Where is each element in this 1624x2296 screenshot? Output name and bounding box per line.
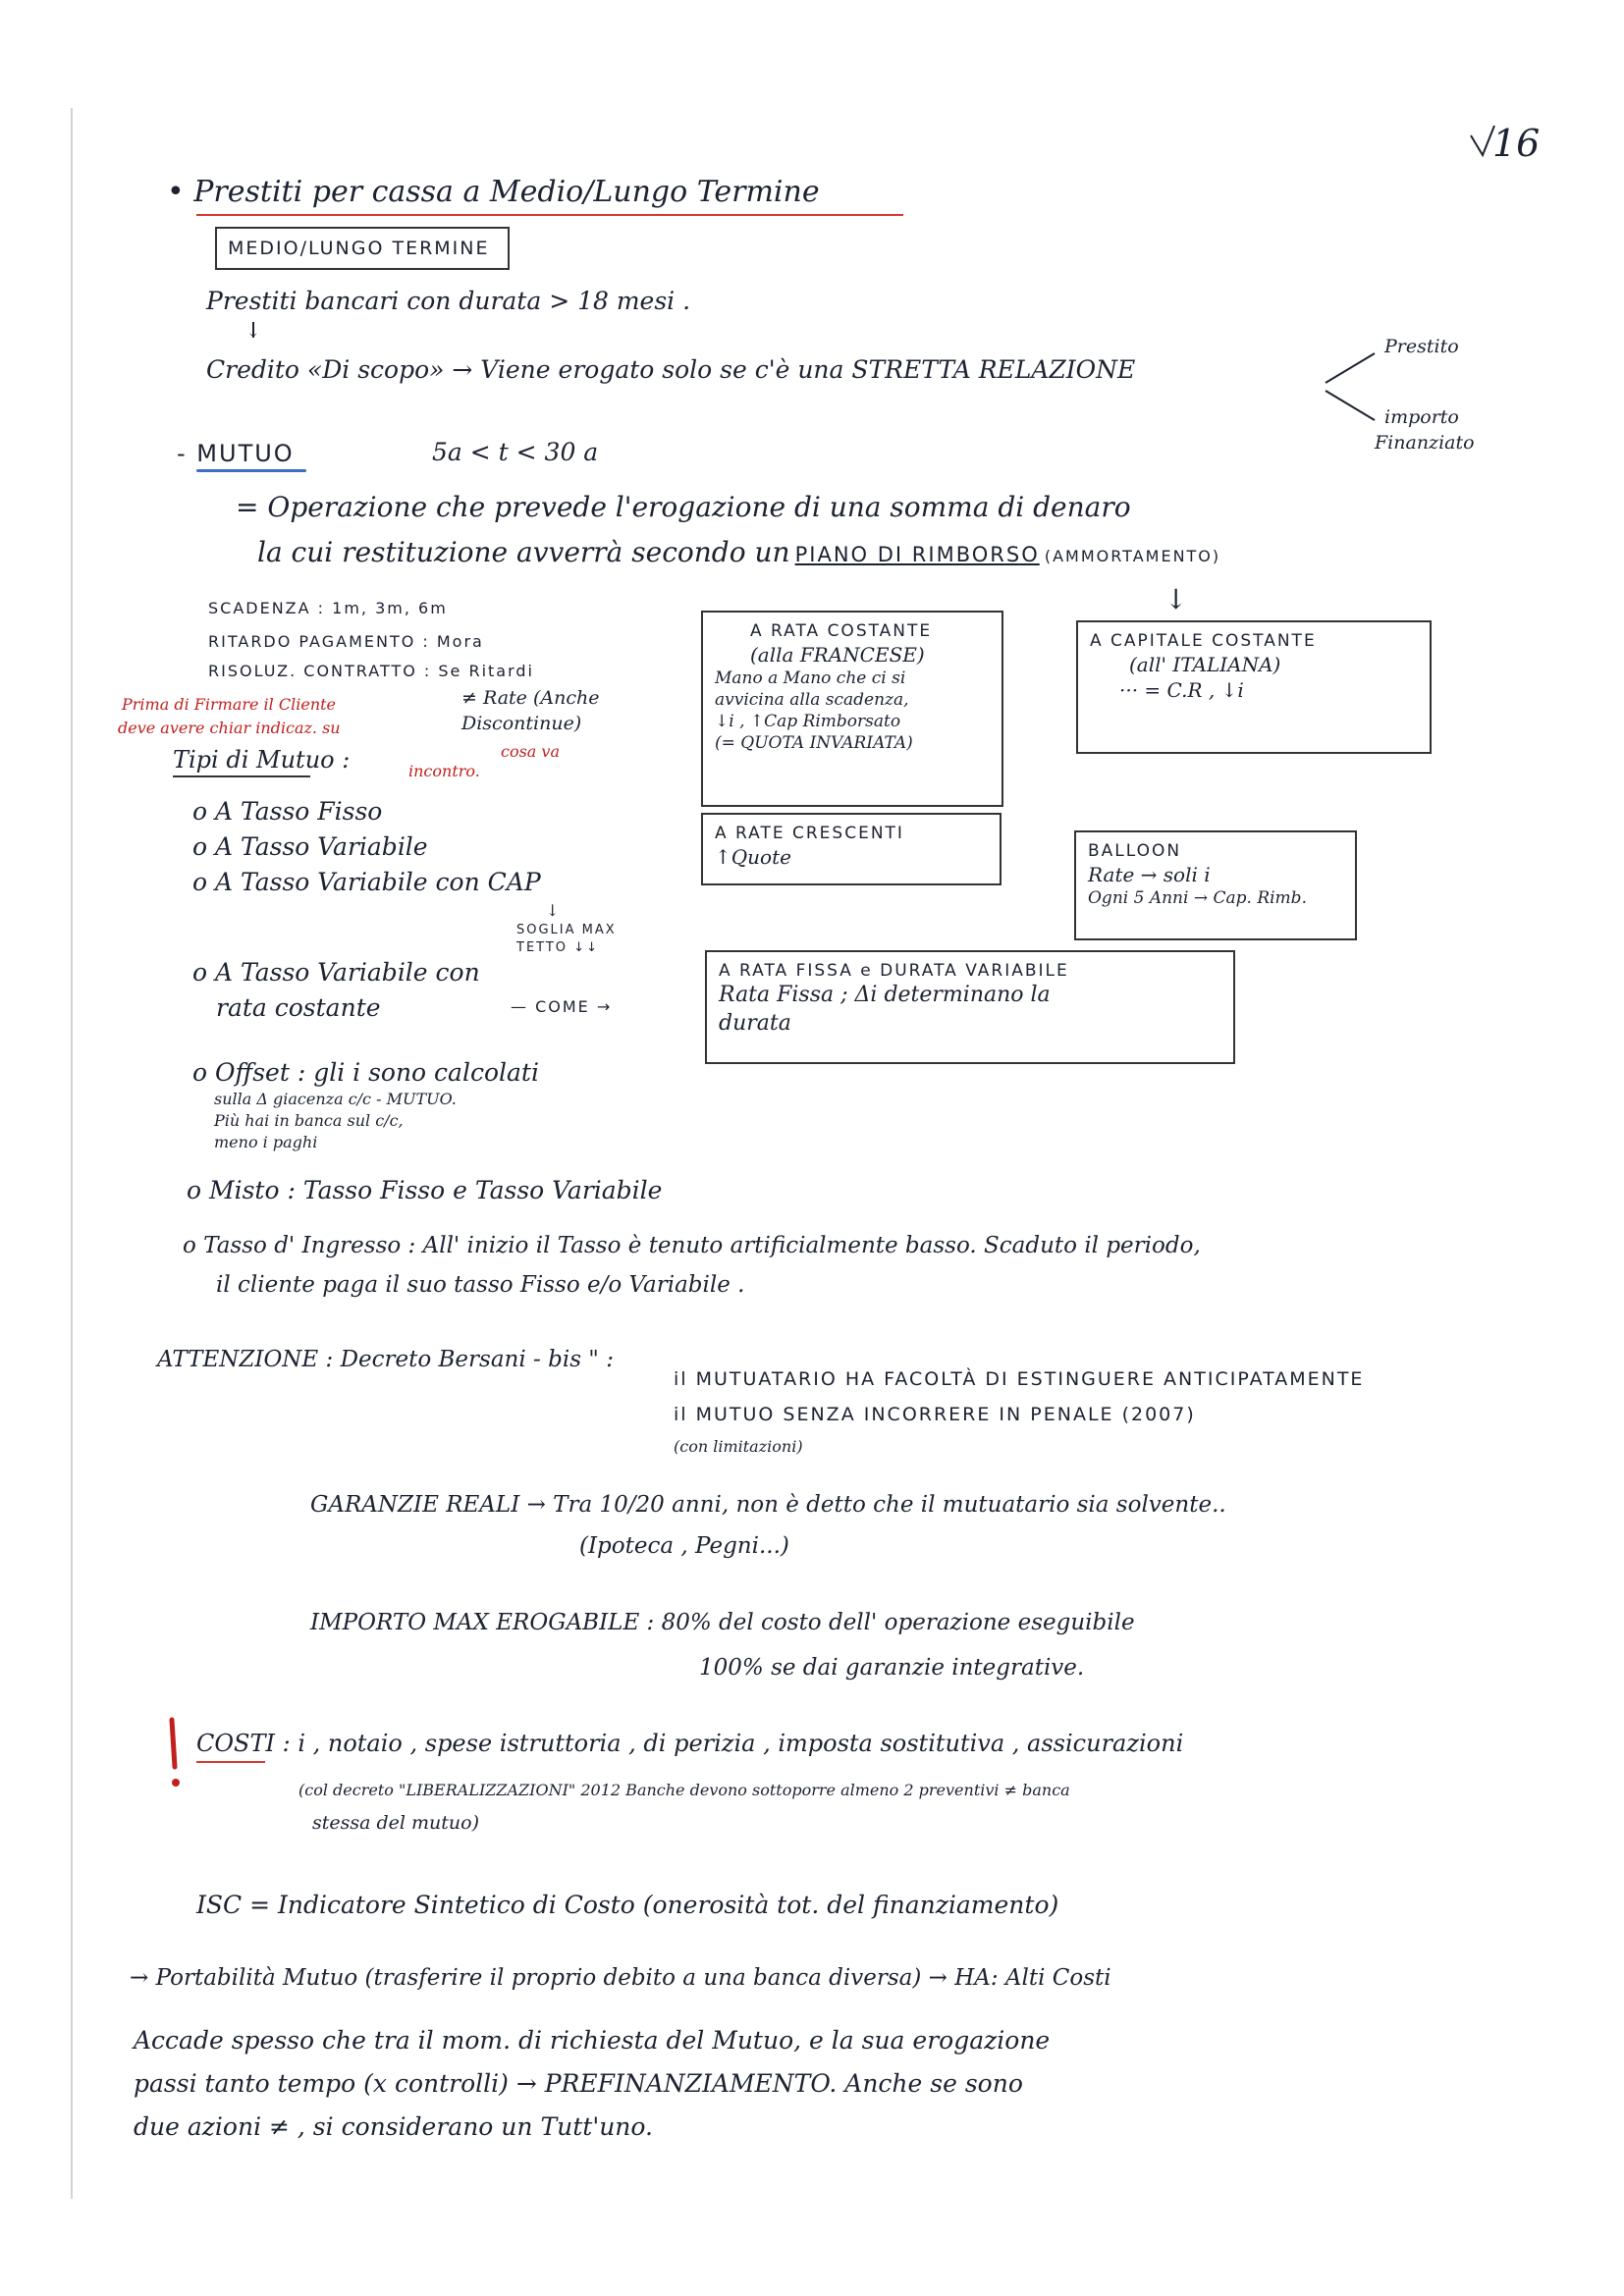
piano-arrow: ↓ [1164, 583, 1188, 615]
branch-finanziato: Finanziato [1375, 432, 1475, 454]
come-arrow: — COME → [511, 997, 613, 1016]
branch-prestito: Prestito [1384, 336, 1459, 357]
tipo-fisso: o A Tasso Fisso [192, 797, 383, 826]
accade-line2: passi tanto tempo (x controlli) → PREFINANZIAMENTO. Anche se sono [134, 2069, 1023, 2098]
piano-di-rimborso: PIANO DI RIMBORSO [794, 543, 1040, 566]
box-rate-crescenti [701, 813, 1001, 885]
rata-costante-line6: (= QUOTA INVARIATA) [715, 733, 913, 754]
section-heading: • Prestiti per cassa a Medio/Lungo Termine [167, 175, 820, 209]
capitale-costante-italiana: (all' ITALIANA) [1129, 653, 1281, 677]
red-note-1: Prima di Firmare il Cliente [122, 695, 337, 714]
rata-costante-francese: (alla FRANCESE) [750, 643, 925, 667]
costi-line3: stessa del mutuo) [312, 1812, 479, 1834]
offset-line2: sulla Δ giacenza c/c - MUTUO. [214, 1090, 457, 1108]
costi-line2: (col decreto "LIBERALIZZAZIONI" 2012 Banche devono sottoporre almeno 2 preventivi ≠ banca [298, 1781, 1070, 1799]
offset-line1: o Offset : gli i sono calcolati [192, 1058, 539, 1087]
box-balloon [1074, 830, 1357, 940]
red-note-3: cosa va [501, 742, 561, 761]
ammortamento-note: (AMMORTAMENTO) [1044, 547, 1221, 565]
cap-note-2: TETTO ↓↓ [516, 940, 599, 955]
risoluzione-note: RISOLUZ. CONTRATTO : Se Ritardi [208, 662, 534, 680]
boxed-label: MEDIO/LUNGO TERMINE [228, 238, 490, 259]
offset-line4: meno i paghi [214, 1133, 318, 1151]
isc-line: ISC = Indicatore Sintetico di Costo (onerosità tot. del finanziamento) [196, 1891, 1059, 1919]
rate-crescenti-title: A RATE CRESCENTI [715, 824, 904, 843]
attenzione-label: ATTENZIONE : Decreto Bersani - bis " : [157, 1347, 614, 1372]
intro-down-arrow: ↓ [245, 320, 261, 342]
credito-line: Credito «Di scopo» → Viene erogato solo se c'è una STRETTA RELAZIONE [206, 355, 1136, 384]
mutuo-underline [196, 469, 306, 472]
red-note-2: deve avere chiar indicaz. su [118, 719, 341, 737]
scadenza-note: SCADENZA : 1m, 3m, 6m [208, 599, 448, 617]
branch-importo: importo [1384, 406, 1459, 428]
cap-note-1: SOGLIA MAX [516, 923, 617, 937]
prestiti-line: Prestiti bancari con durata > 18 mesi . [206, 287, 691, 315]
rate-note-2: Discontinue) [461, 713, 582, 734]
offset-line3: Più hai in banca sul c/c, [214, 1111, 404, 1130]
ingresso-line1: o Tasso d' Ingresso : All' inizio il Tasso è tenuto artificialmente basso. Scaduto il periodo, [183, 1233, 1201, 1258]
mutuo-def-prefix: la cui restituzione avverrà secondo un [257, 536, 790, 568]
garanzie-line2: (Ipoteca , Pegni...) [579, 1533, 789, 1559]
cap-arrow: ↓ [546, 901, 560, 920]
heading-underline [196, 214, 903, 216]
capitale-costante-title: A CAPITALE COSTANTE [1090, 631, 1317, 651]
tipo-variabile: o A Tasso Variabile [192, 832, 428, 861]
rata-fissa-line2: Rata Fissa ; Δi determinano la [719, 983, 1051, 1008]
rate-crescenti-quote: ↑Quote [715, 845, 791, 870]
rata-fissa-title: A RATA FISSA e DURATA VARIABILE [719, 961, 1069, 981]
rata-costante-line3: Mano a Mano che ci si [715, 668, 906, 689]
portabilita-line: → Portabilità Mutuo (trasferire il proprio debito a una banca diversa) → HA: Alti Costi [130, 1965, 1111, 1991]
balloon-line2: Rate → soli i [1088, 863, 1211, 887]
costi-line1: COSTI : i , notaio , spese istruttoria , di perizia , imposta sostitutiva , assicurazioni [196, 1730, 1184, 1757]
attenzione-line3: (con limitazioni) [674, 1437, 803, 1456]
balloon-title: BALLOON [1088, 841, 1182, 861]
rata-costante-title: A RATA COSTANTE [750, 621, 933, 641]
costi-underline [196, 1761, 265, 1763]
box-rata-costante [701, 611, 1003, 807]
rata-costante-line4: avvicina alla scadenza, [715, 690, 909, 711]
rate-note-1: ≠ Rate (Anche [461, 687, 600, 709]
tipi-underline [173, 775, 310, 777]
mutuo-range: 5a < t < 30 a [432, 438, 599, 466]
box-capitale-costante [1076, 620, 1432, 754]
tipo-variabile-rata-1: o A Tasso Variabile con [192, 958, 480, 987]
rata-fissa-line3: durata [719, 1010, 791, 1036]
balloon-line3: Ogni 5 Anni → Cap. Rimb. [1088, 888, 1307, 909]
ritardo-note: RITARDO PAGAMENTO : Mora [208, 632, 484, 651]
page-number: 16 [1492, 122, 1541, 165]
attenzione-line2: il MUTUO SENZA INCORRERE IN PENALE (2007) [674, 1404, 1196, 1425]
tipo-misto: o Misto : Tasso Fisso e Tasso Variabile [187, 1176, 663, 1204]
capitale-costante-line3: ··· = C.R , ↓i [1119, 678, 1244, 703]
importo-line2: 100% se dai garanzie integrative. [699, 1655, 1085, 1681]
rata-costante-line5: ↓i , ↑Cap Rimborsato [715, 712, 901, 732]
mutuo-label: - MUTUO [177, 440, 295, 467]
garanzie-line1: GARANZIE REALI → Tra 10/20 anni, non è detto che il mutuatario sia solvente.. [310, 1492, 1226, 1518]
mutuo-def-line2 [257, 536, 1220, 569]
attenzione-line1: il MUTUATARIO HA FACOLTÀ DI ESTINGUERE ANTICIPATAMENTE [674, 1368, 1365, 1390]
tipo-variabile-cap: o A Tasso Variabile con CAP [192, 868, 541, 896]
box-rata-fissa [705, 950, 1235, 1064]
tipi-title: Tipi di Mutuo : [173, 746, 351, 774]
accade-line1: Accade spesso che tra il mom. di richiesta del Mutuo, e la sua erogazione [134, 2026, 1051, 2055]
red-note-4: incontro. [408, 762, 480, 780]
importo-line1: IMPORTO MAX EROGABILE : 80% del costo dell' operazione eseguibile [310, 1610, 1135, 1635]
ingresso-line2: il cliente paga il suo tasso Fisso e/o Variabile . [216, 1272, 745, 1298]
mutuo-def-line1: = Operazione che prevede l'erogazione di una somma di denaro [236, 491, 1131, 523]
tipo-variabile-rata-2: rata costante [216, 993, 381, 1022]
accade-line3: due azioni ≠ , si considerano un Tutt'uno. [134, 2112, 653, 2141]
